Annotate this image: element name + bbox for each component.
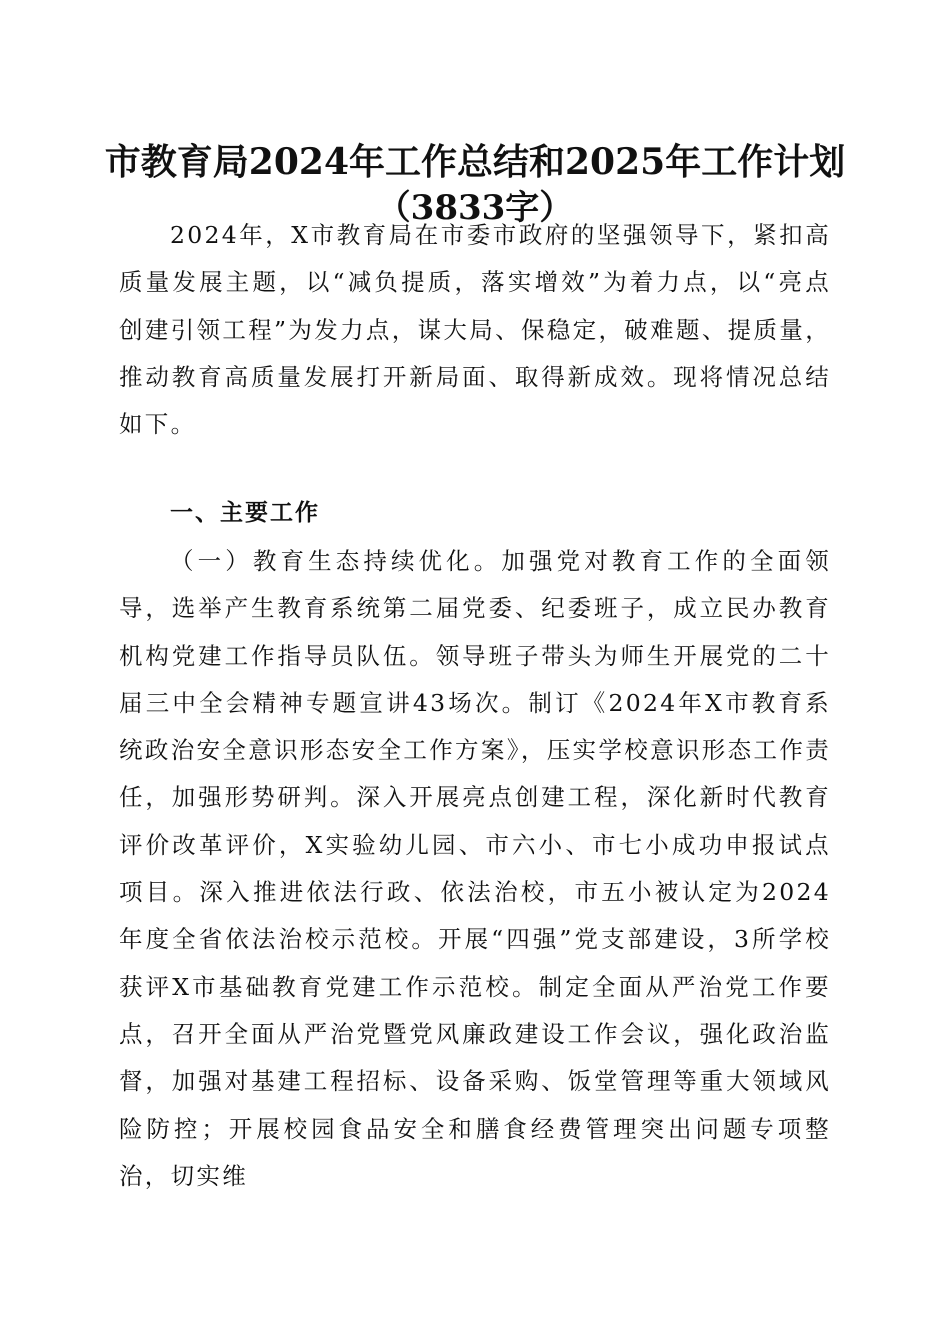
document-subtitle-word-count: （3833字） <box>376 188 574 228</box>
section-paragraph-education-ecology: （一）教育生态持续优化。加强党对教育工作的全面领导，选举产生教育系统第二届党委、纪委班子，成立民办教育机构党建工作指导员队伍。领导班子带头为师生开展党的二十届三中全会精神专题宣讲43场次。制订《2024年X市教育系统政治安全意识形态安全工作方案》，压实学校意识形态工作责任，加强形势研判。深入开展亮点创建工程，深化新时代教育评价改革评价，X实验幼儿园、市六小、市七小成功申报试点项目。深入推进依法行政、依法治校，市五小被认定为2024年度全省依法治校示范校。开展“四强”党支部建设，3所学校获评X市基础教育党建工作示范校。制定全面从严治党工作要点，召开全面从严治党暨党风廉政建设工作会议，强化政治监督，加强对基建工程招标、设备采购、饭堂管理等重大领域风险防控；开展校园食品安全和膳食经费管理突出问题专项整治，切实维 <box>119 547 831 1190</box>
intro-paragraph: 2024年，X市教育局在市委市政府的坚强领导下，紧扣高质量发展主题，以“减负提质，落实增效”为着力点，以“亮点创建引领工程”为发力点，谋大局、保稳定，破难题、提质量，推动教育高质量发展打开新局面、取得新成效。现将情况总结如下。 <box>119 221 831 439</box>
document-title: 市教育局2024年工作总结和2025年工作计划 <box>104 141 846 183</box>
section-heading-main-work: 一、主要工作 <box>170 500 320 526</box>
